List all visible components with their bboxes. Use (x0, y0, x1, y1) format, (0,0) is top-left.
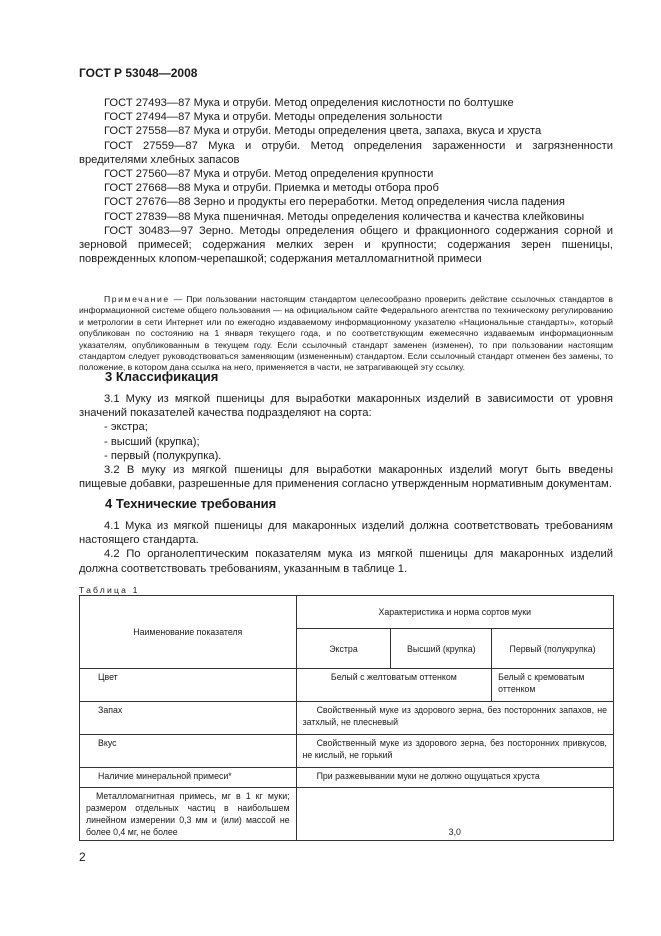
note-label: Примечание (104, 294, 170, 304)
reference-item: ГОСТ 30483—97 Зерно. Методы определения общего и фракционного содержания сорной и зерновой примесей; содержания мелких зерен и крупности; содержания зерен пшеницы, поврежденных клопом-черепашкой; содержания металломагнитной примеси (79, 224, 613, 266)
paragraph-4-2: 4.2 По органолептическим показателям мука из мягкой пшеницы для макаронных изделий должна соответствовать требованиям, указанным в таблице 1. (79, 548, 613, 575)
reference-item: ГОСТ 27558—87 Мука и отруби. Методы определения цвета, запаха, вкуса и хруста (104, 125, 542, 138)
list-item: - первый (полукрупка). (104, 449, 222, 462)
table-row (80, 788, 614, 841)
reference-item: ГОСТ 27493—87 Мука и отруби. Метод определения кислотности по болтушке (104, 97, 514, 109)
row-value: 3,0 (296, 788, 613, 841)
reference-item: ГОСТ 27676—88 Зерно и продукты его переработки. Метод определения числа падения (104, 196, 565, 209)
section-3-body (79, 392, 613, 491)
table-row (80, 735, 614, 768)
reference-item: ГОСТ 27839—88 Мука пшеничная. Методы определения количества и качества клейковины (104, 210, 585, 223)
reference-item: ГОСТ 27559—87 Мука и отруби. Метод определения зараженности и загрязненности вредителями хлебных запасов (79, 139, 613, 166)
paragraph-3-2: 3.2 В муку из мягкой пшеницы для выработки макаронных изделий могут быть введены пищевые добавки, разрешенные для применения согласно утвержденным нормативным документам. (79, 464, 613, 491)
note-text: — При пользовании настоящим стандартом целесообразно проверить действие ссылочных стандартов в информационной системе общего пользования — на официальном сайте Федерального агентства по техническому регулированию и метрологии в сети Интернет или по ежегодно издаваемому информационному указателю «Национальные стандарты», который опубликован по состоянию на 1 января текущего года, и по соответствующим ежемесячно издаваемым информационным указателям, опубликованным в текущем году. Если ссылочный стандарт заменен (изменен), то при пользовании настоящим стандартом следует руководствоваться заменяющим (измененным) стандартом. Если ссылочный стандарт отменен без замены, то положение, в котором дана ссылка на него, применяется в части, не затрагивающей эту ссылку. (79, 294, 613, 373)
row-name: Запах (80, 702, 297, 735)
header-group: Характеристика и норма сортов муки (296, 596, 613, 629)
row-value: Белый с кремоватым оттенком (492, 669, 614, 702)
row-value: При разжевывании муки не должно ощущаться хруста (296, 768, 613, 788)
header-indicator: Наименование показателя (80, 596, 297, 669)
paragraph-3-1: 3.1 Муку из мягкой пшеницы для выработки макаронных изделий в зависимости от уровня значений показателей качества подразделяют на сорта: (79, 393, 613, 420)
table-row (80, 702, 614, 735)
table-caption: Таблица 1 (79, 585, 140, 595)
header-first: Первый (полукрупка) (492, 629, 614, 669)
section-4-title: 4 Технические требования (105, 496, 277, 511)
table-row (80, 768, 614, 788)
row-value: Белый с желтоватым оттенком (296, 669, 492, 702)
row-value: Свойственный муке из здорового зерна, без посторонних запахов, не затхлый, не плесневый (296, 702, 613, 735)
row-name: Металломагнитная примесь, мг в 1 кг муки; размером отдельных частиц в наибольшем линейном измерении 0,3 мм и (или) массой не более 0,4 мг, не более (80, 788, 297, 841)
table-row (80, 669, 614, 702)
normative-references (79, 96, 613, 266)
row-name: Цвет (80, 669, 297, 702)
header-extra: Экстра (296, 629, 391, 669)
reference-item: ГОСТ 27668—88 Мука и отруби. Приемка и методы отбора проб (104, 182, 439, 195)
header-high: Высший (крупка) (391, 629, 492, 669)
paragraph-4-1: 4.1 Мука из мягкой пшеницы для макаронных изделий должна соответствовать требованиям настоящего стандарта. (79, 520, 613, 547)
section-4-body (79, 519, 613, 576)
list-item: - высший (крупка); (104, 435, 200, 448)
row-name: Наличие минеральной примеси* (80, 768, 297, 788)
section-3-title: 3 Классификация (105, 369, 219, 384)
reference-item: ГОСТ 27494—87 Мука и отруби. Методы определения зольности (104, 111, 443, 124)
row-name: Вкус (80, 735, 297, 768)
quality-table (79, 595, 614, 841)
list-item: - экстра; (104, 421, 148, 434)
references-note (79, 294, 613, 374)
page-number: 2 (79, 850, 86, 864)
reference-item: ГОСТ 27560—87 Мука и отруби. Метод определения крупности (104, 168, 434, 181)
document-header: ГОСТ Р 53048—2008 (79, 66, 198, 80)
row-value: Свойственный муке из здорового зерна, без посторонних привкусов, не кислый, не горький (296, 735, 613, 768)
